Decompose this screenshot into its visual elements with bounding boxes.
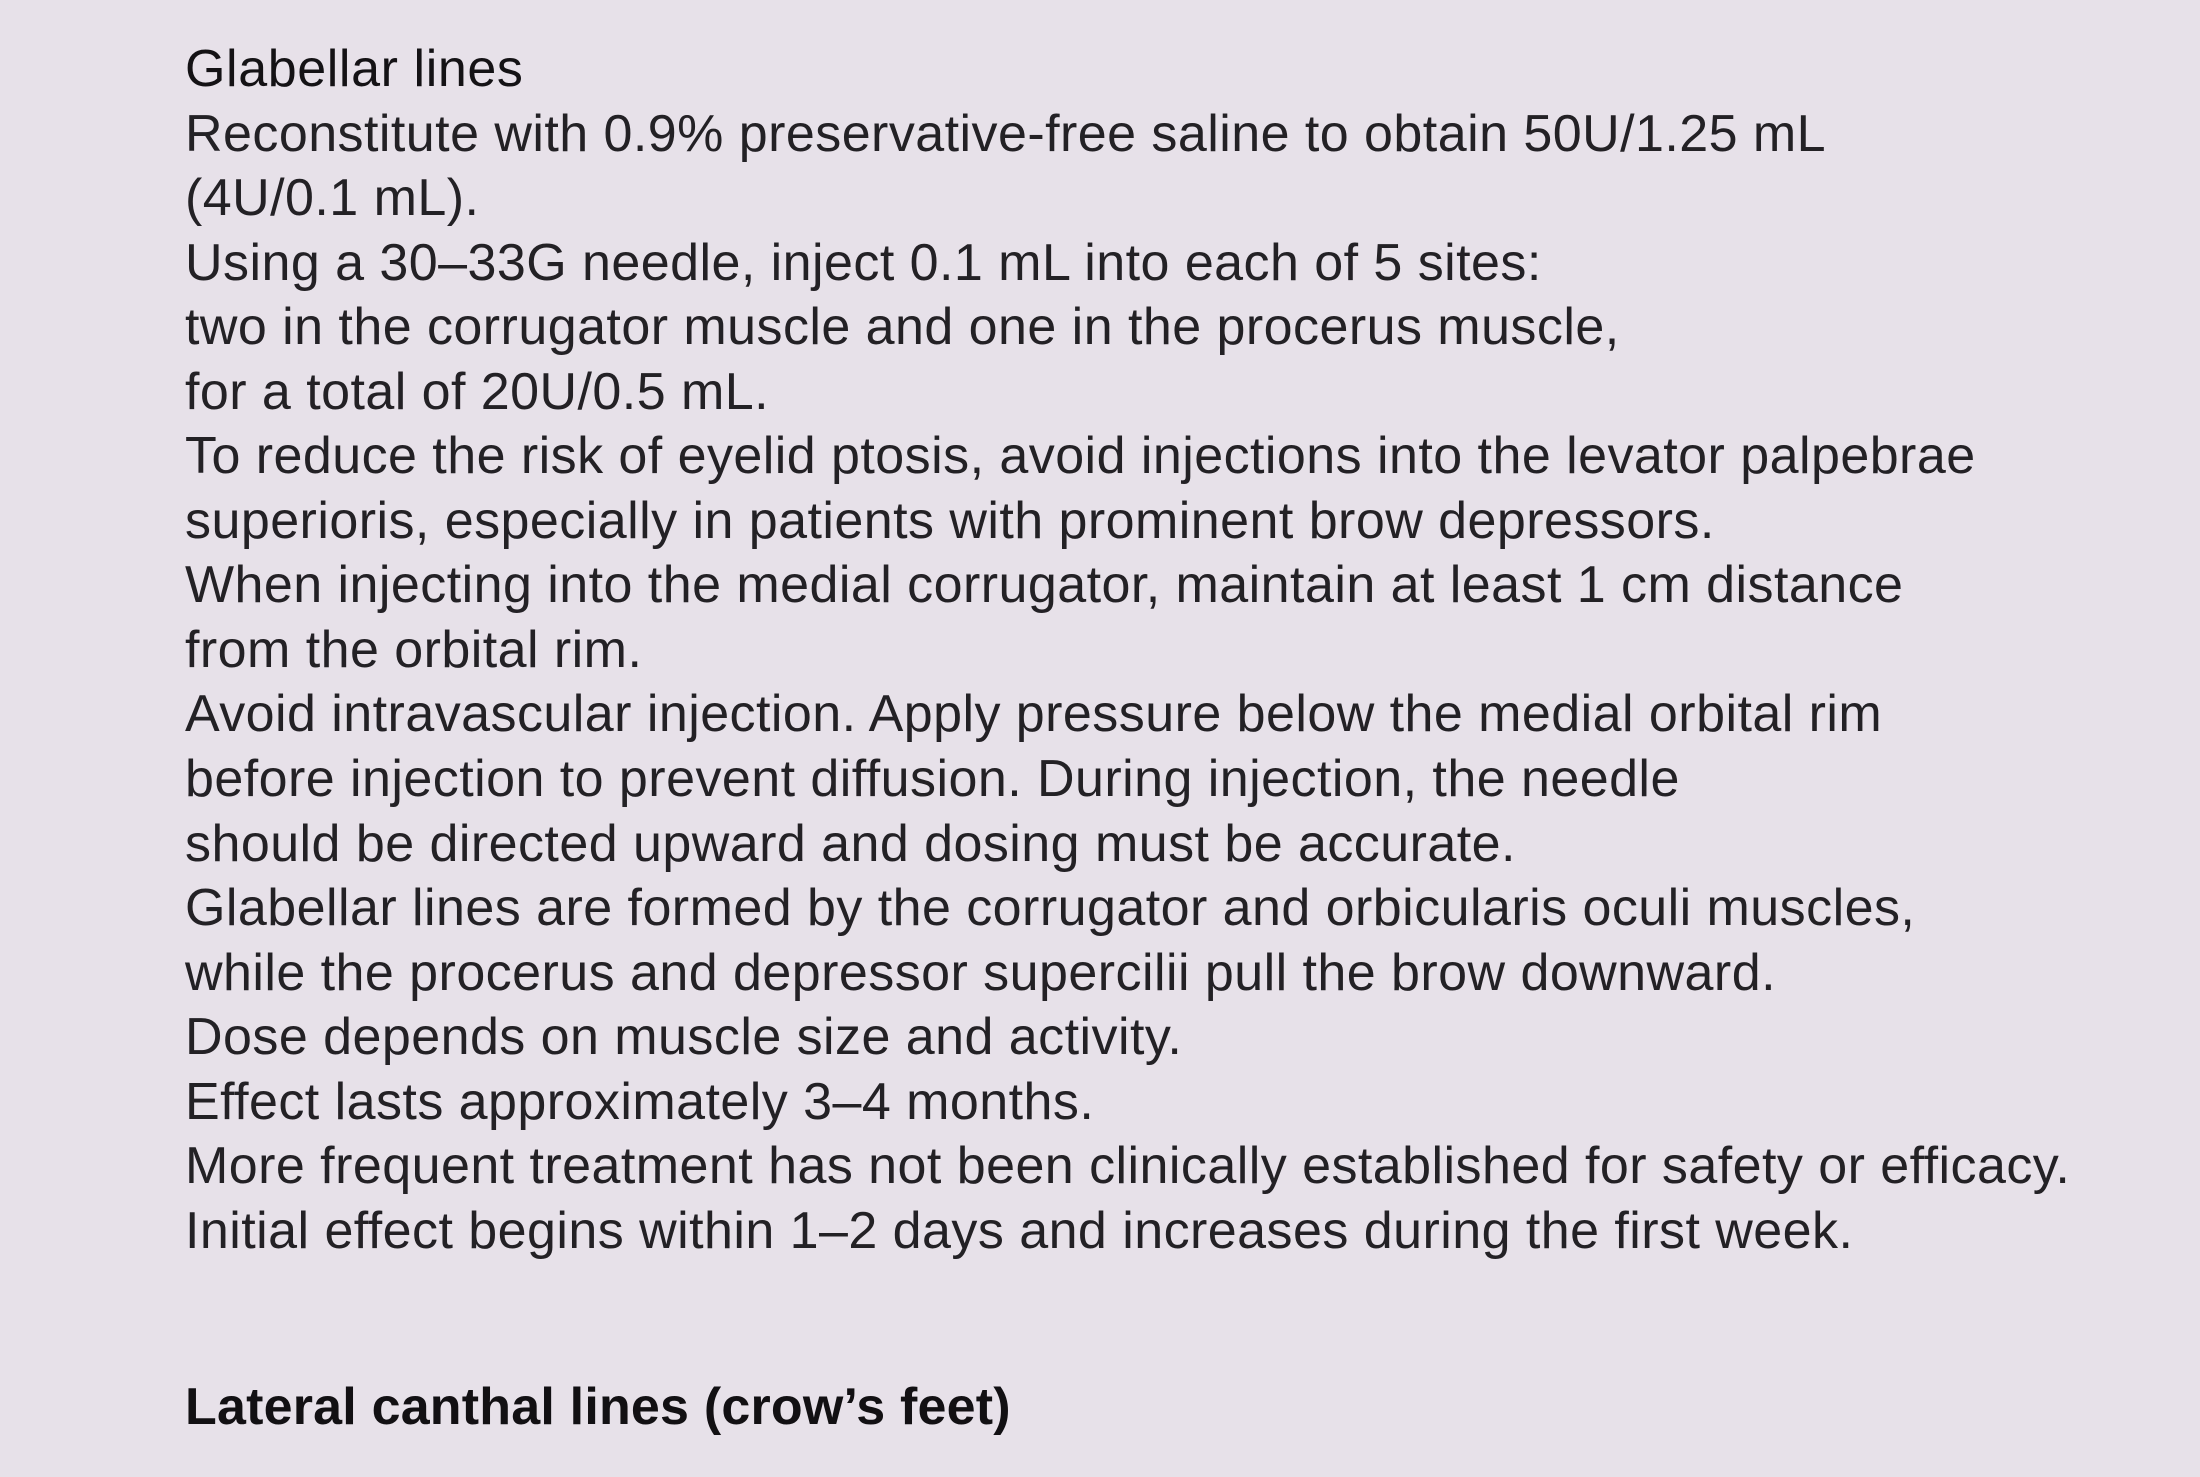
paragraph-line: from the orbital rim. xyxy=(185,620,643,679)
paragraph-line: Using a 30–33G needle, inject 0.1 mL into each of 5 sites: xyxy=(185,233,1542,292)
document-page xyxy=(185,37,2175,1263)
section-heading-lateral-canthal-lines: Lateral canthal lines (crow’s feet) xyxy=(185,1378,1011,1436)
paragraph-line: for a total of 20U/0.5 mL. xyxy=(185,362,770,421)
paragraph-line: When injecting into the medial corrugator, maintain at least 1 cm distance xyxy=(185,556,1904,615)
paragraph-line: two in the corrugator muscle and one in the procerus muscle, xyxy=(185,298,1620,357)
paragraph-line: Avoid intravascular injection. Apply pressure below the medial orbital rim xyxy=(185,685,1883,744)
paragraph-line: should be directed upward and dosing must be accurate. xyxy=(185,814,1516,873)
paragraph-line: More frequent treatment has not been clinically established for safety or efficacy. xyxy=(185,1137,2071,1196)
paragraph-line: before injection to prevent diffusion. During injection, the needle xyxy=(185,750,1680,809)
paragraph-line: (4U/0.1 mL). xyxy=(185,169,480,228)
paragraph-line: while the procerus and depressor supercilii pull the brow downward. xyxy=(185,943,1776,1002)
paragraph-line: superioris, especially in patients with prominent brow depressors. xyxy=(185,491,1715,550)
paragraph-line: Effect lasts approximately 3–4 months. xyxy=(185,1072,1095,1131)
section-heading-glabellar-lines: Glabellar lines xyxy=(185,40,524,98)
paragraph-line: Initial effect begins within 1–2 days and increases during the first week. xyxy=(185,1201,1854,1260)
paragraph-line: Glabellar lines are formed by the corrugator and orbicularis oculi muscles, xyxy=(185,879,1916,938)
paragraph-line: To reduce the risk of eyelid ptosis, avoid injections into the levator palpebrae xyxy=(185,427,1976,486)
paragraph-line: Reconstitute with 0.9% preservative-free saline to obtain 50U/1.25 mL xyxy=(185,104,1827,163)
paragraph-line: Dose depends on muscle size and activity. xyxy=(185,1008,1183,1067)
